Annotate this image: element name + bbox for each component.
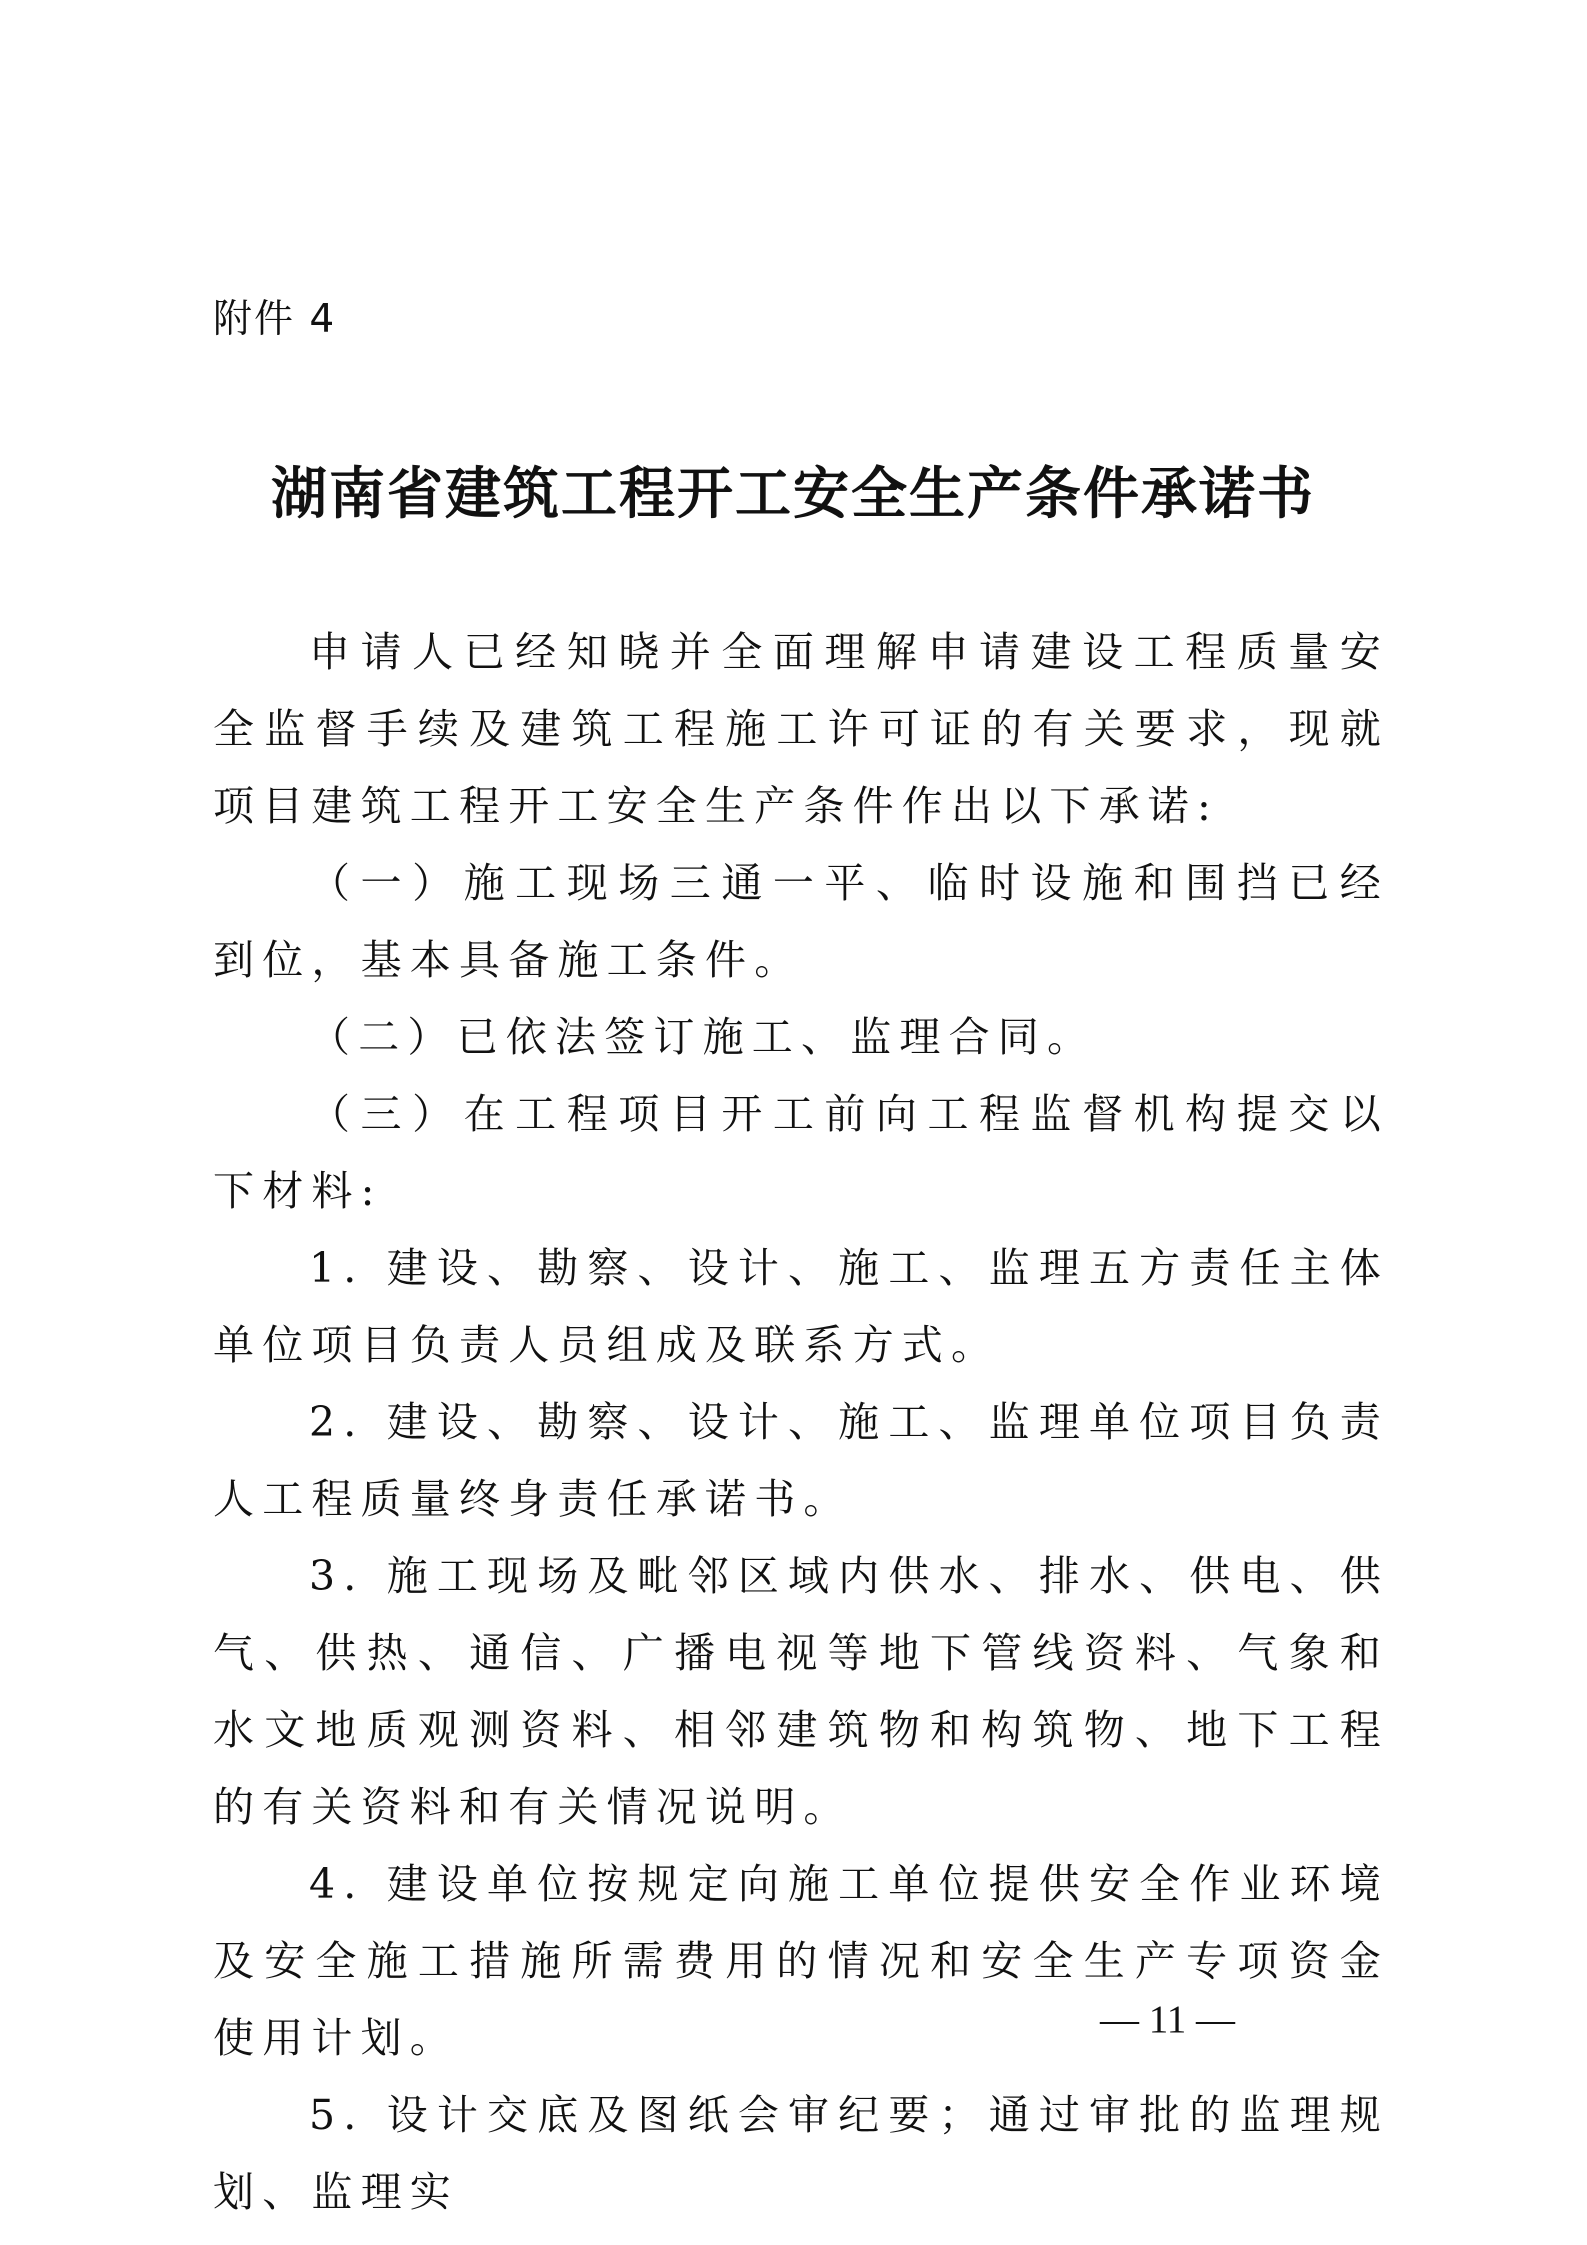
document-title: 湖南省建筑工程开工安全生产条件承诺书	[271, 461, 1315, 527]
material-item-4: 4. 建设单位按规定向施工单位提供安全作业环境及安全施工措施所需费用的情况和安全生产专项资金使用计划。	[213, 1860, 1389, 2062]
commitment-item-2: （二）已依法签订施工、监理合同。	[309, 1013, 1097, 1061]
attachment-label: 附件 4	[213, 297, 337, 342]
intro-paragraph: 申请人已经知晓并全面理解申请建设工程质量安全监督手续及建筑工程施工许可证的有关要求，现就项目建筑工程开工安全生产条件作出以下承诺:	[213, 628, 1389, 830]
commitment-item-1: （一）施工现场三通一平、临时设施和围挡已经到位，基本具备施工条件。	[213, 859, 1389, 984]
material-item-3: 3. 施工现场及毗邻区域内供水、排水、供电、供气、供热、通信、广播电视等地下管线资料、气象和水文地质观测资料、相邻建筑物和构筑物、地下工程的有关资料和有关情况说明。	[213, 1552, 1389, 1831]
material-item-5: 5. 设计交底及图纸会审纪要；通过审批的监理规划、监理实	[213, 2091, 1389, 2216]
material-item-2: 2. 建设、勘察、设计、施工、监理单位项目负责人工程质量终身责任承诺书。	[213, 1398, 1389, 1523]
commitment-item-3: （三）在工程项目开工前向工程监督机构提交以下材料:	[213, 1090, 1389, 1215]
page-number: — 11 —	[1100, 1998, 1236, 2041]
material-item-1: 1. 建设、勘察、设计、施工、监理五方责任主体单位项目负责人员组成及联系方式。	[213, 1244, 1389, 1369]
document-body	[213, 614, 1389, 2231]
